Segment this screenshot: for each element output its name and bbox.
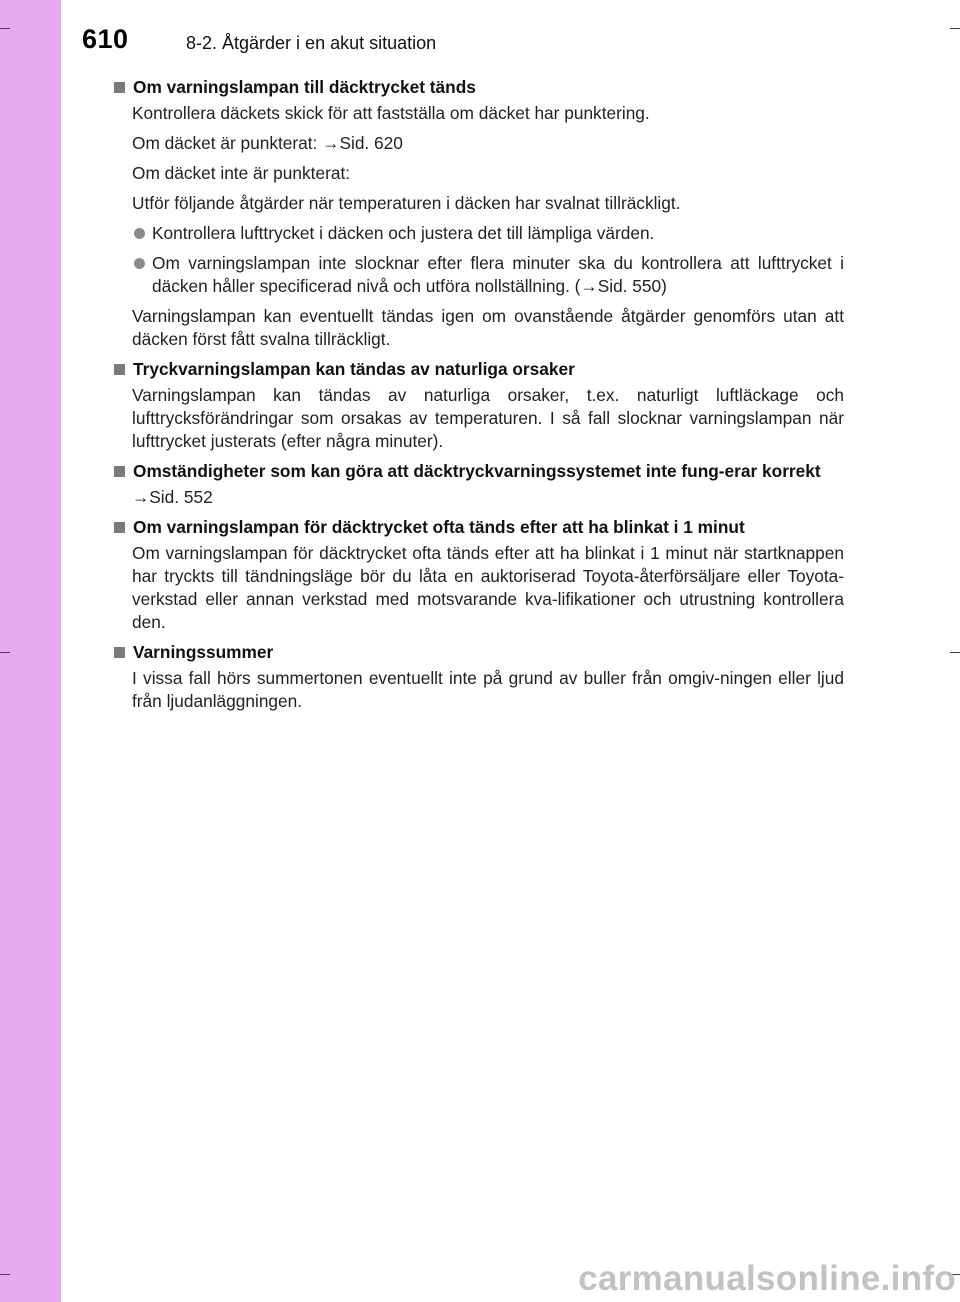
bullet-item: Om varningslampan inte slocknar efter flera minuter ska du kontrollera att lufttrycket i däcken håller specificerad nivå och utföra nollställning. (→Sid. 550) (132, 252, 844, 298)
square-bullet-icon (114, 647, 125, 658)
section-title: 8-2. Åtgärder i en akut situation (186, 33, 437, 53)
section-body (132, 102, 844, 351)
paragraph: Om varningslampan för däcktrycket ofta tänds efter att ha blinkat i 1 minut när startknappen har tryckts till tändningsläge bör du låta en auktoriserad Toyota-återförsäljare eller Toyota-verkstad eller annan verkstad med motsvarande kva-lifikationer och utrustning kontrollera den. (132, 543, 844, 632)
crop-mark (950, 652, 960, 653)
page-content (113, 76, 844, 720)
paragraph: Om däcket inte är punkterat: (132, 163, 351, 183)
page-reference: Om däcket är punkterat: →Sid. 620 (132, 133, 403, 153)
section-body (132, 667, 844, 713)
paragraph: Varningslampan kan tändas av naturliga orsaker, t.ex. naturligt luftläckage och lufttrycksförändringar som orsakas av temperaturen. I så fall slocknar varningslampan när lufttrycket justerats (efter några minuter). (132, 385, 844, 451)
section-heading: Om varningslampan till däcktrycket tänds (113, 76, 844, 99)
section-item (113, 76, 844, 351)
section-item (113, 358, 844, 453)
bullet-item: Kontrollera lufttrycket i däcken och justera det till lämpliga värden. (132, 222, 844, 245)
section-heading: Tryckvarningslampan kan tändas av naturliga orsaker (113, 358, 844, 381)
page-reference: →Sid. 552 (132, 487, 213, 507)
square-bullet-icon (114, 522, 125, 533)
watermark: carmanualsonline.info (578, 1259, 956, 1298)
section-body (132, 486, 844, 509)
round-bullet-icon (134, 228, 145, 239)
square-bullet-icon (114, 364, 125, 375)
crop-mark (0, 652, 10, 653)
section-heading: Varningssummer (113, 641, 844, 664)
page-number: 610 (82, 24, 129, 54)
square-bullet-icon (114, 82, 125, 93)
section-heading: Omständigheter som kan göra att däcktryckvarningssystemet inte fung-erar korrekt (113, 460, 844, 483)
section-body (132, 384, 844, 453)
paragraph: Varningslampan kan eventuellt tändas igen om ovanstående åtgärder genomförs utan att däcken först fått svalna tillräckligt. (132, 306, 844, 349)
crop-mark (0, 28, 10, 29)
paragraph: Utför följande åtgärder när temperaturen i däcken har svalnat tillräckligt. (132, 193, 681, 213)
section-item (113, 460, 844, 509)
section-item (113, 516, 844, 634)
paragraph: Kontrollera däckets skick för att fastställa om däcket har punktering. (132, 103, 650, 123)
crop-mark (0, 1274, 10, 1275)
section-item (113, 641, 844, 713)
section-heading: Om varningslampan för däcktrycket ofta tänds efter att ha blinkat i 1 minut (113, 516, 844, 539)
crop-mark (950, 28, 960, 29)
square-bullet-icon (114, 466, 125, 477)
paragraph: I vissa fall hörs summertonen eventuellt inte på grund av buller från omgiv-ningen eller ljud från ljudanläggningen. (132, 668, 844, 711)
section-body (132, 542, 844, 634)
round-bullet-icon (134, 258, 145, 269)
side-color-band (0, 0, 61, 1302)
